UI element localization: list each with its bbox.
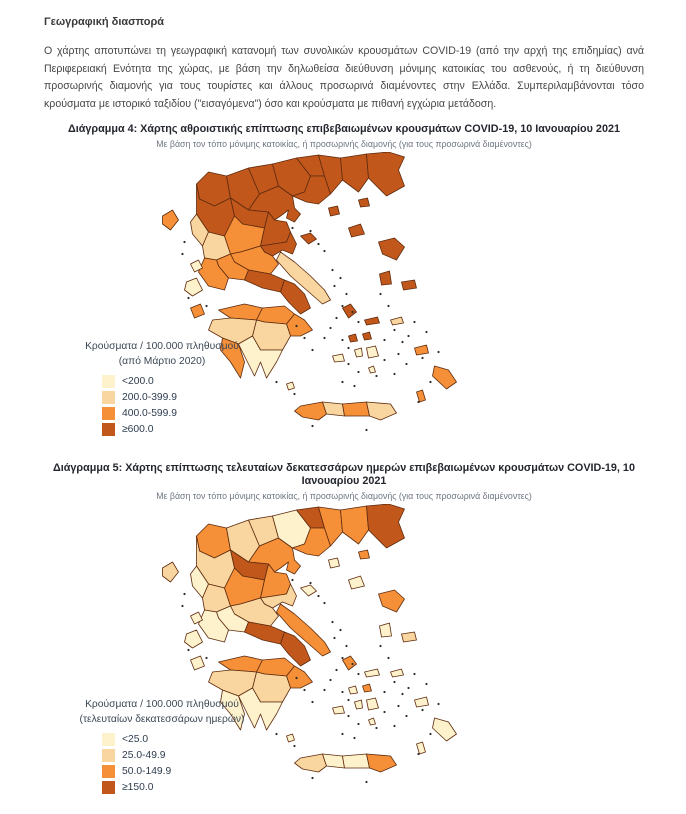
region-boeotia: [245, 622, 285, 644]
islet-speck: [187, 649, 189, 651]
islet-speck: [401, 693, 403, 695]
region-kos: [391, 669, 404, 677]
legend-label: <25.0: [122, 734, 149, 746]
islet-speck: [317, 243, 319, 245]
islet-speck: [365, 429, 367, 431]
islet-speck: [397, 705, 399, 707]
islet-speck: [329, 327, 331, 329]
region-milos: [333, 354, 345, 362]
region-lasithi: [367, 754, 397, 772]
islet-speck: [417, 401, 419, 403]
region-chios: [380, 623, 392, 637]
figure5-title: Διάγραμμα 5: Χάρτης επίπτωσης τελευταίων δεκατεσσάρων ημερών επιβεβαιωμένων κρουσμάτων COVID-19, 10 Ιανουαρίου 2021: [53, 462, 635, 488]
islet-speck: [353, 737, 355, 739]
region-lesvos: [379, 590, 405, 612]
islet-speck: [311, 349, 313, 351]
islet-speck: [397, 353, 399, 355]
islet-speck: [205, 657, 207, 659]
islet-speck: [309, 230, 311, 232]
region-heraklion: [343, 402, 370, 416]
islet-speck: [183, 241, 185, 243]
islet-speck: [347, 699, 349, 701]
figure-5: [44, 462, 644, 808]
region-astypalaia: [415, 697, 429, 707]
islet-speck: [383, 339, 385, 341]
region-ikaria: [365, 669, 380, 677]
region-kos: [391, 317, 404, 325]
islet-speck: [311, 425, 313, 427]
region-mykonos: [363, 332, 372, 340]
legend-label: <200.0: [122, 376, 154, 388]
region-thasos: [329, 558, 340, 568]
legend-title-line2: (τελευταίων δεκατεσσάρων ημερών): [79, 713, 245, 725]
islet-speck: [347, 715, 349, 717]
legend-label: 200.0-399.9: [122, 392, 177, 404]
islet-speck: [375, 727, 377, 729]
region-chios: [380, 271, 392, 285]
region-paros: [355, 700, 363, 709]
islet-speck: [351, 663, 353, 665]
islet-speck: [375, 375, 377, 377]
islet-speck: [413, 321, 415, 323]
islet-speck: [341, 339, 343, 341]
region-samothraki: [359, 550, 370, 559]
region-zakynthos: [191, 656, 205, 670]
islet-speck: [357, 673, 359, 675]
islet-speck: [181, 605, 183, 607]
region-corfu: [163, 562, 179, 582]
figure-4: [44, 123, 644, 456]
islet-speck: [275, 733, 277, 735]
islet-speck: [183, 593, 185, 595]
legend-label: 400.0-599.9: [122, 408, 177, 420]
legend-item: [102, 748, 272, 763]
islet-speck: [341, 305, 343, 307]
legend-label: ≥600.0: [122, 424, 154, 436]
section-heading: Γεωγραφική διασπορά: [44, 16, 165, 28]
islet-speck: [437, 703, 439, 705]
islet-speck: [353, 385, 355, 387]
islet-speck: [437, 351, 439, 353]
legend-title-line1: Κρούσματα / 100.000 πληθυσμού: [85, 699, 239, 711]
islet-speck: [421, 709, 423, 711]
islet-speck: [345, 293, 347, 295]
region-rhodes: [433, 366, 457, 389]
islet-speck: [341, 381, 343, 383]
legend-item: [102, 390, 272, 405]
region-santorini: [369, 366, 376, 373]
region-heraklion: [343, 754, 370, 768]
islet-speck: [365, 781, 367, 783]
region-astypalaia: [415, 345, 429, 355]
region-andros: [343, 304, 357, 318]
region-rodopi: [341, 506, 369, 544]
legend-item: [102, 732, 272, 747]
legend-label: 25.0-49.9: [122, 750, 166, 762]
figure4-map-area: [44, 150, 644, 456]
islet-speck: [341, 733, 343, 735]
region-naxos: [367, 698, 379, 710]
legend-item: [102, 422, 272, 437]
islet-speck: [405, 715, 407, 717]
legend-item: [102, 374, 272, 389]
islet-speck: [393, 329, 395, 331]
islet-speck: [393, 373, 395, 375]
legend-label: 50.0-149.9: [122, 766, 172, 778]
region-kefalonia: [185, 278, 203, 296]
legend-swatch: [102, 391, 115, 404]
islet-speck: [317, 595, 319, 597]
islet-speck: [429, 733, 431, 735]
legend-swatch: [102, 749, 115, 762]
legend-item: [102, 780, 272, 795]
islet-speck: [309, 582, 311, 584]
region-lasithi: [367, 402, 397, 420]
figure4-subtitle: Με βάση τον τόπο μόνιμης κατοικίας, ή προσωρινής διαμονής (για τους προσωρινά διαμένοντες): [156, 139, 532, 150]
islet-speck: [331, 269, 333, 271]
legend-swatch: [102, 733, 115, 746]
region-skiathos-skopelos: [301, 585, 317, 596]
figure5-legend-items: [52, 732, 272, 795]
islet-speck: [291, 579, 293, 581]
islet-speck: [333, 285, 335, 287]
region-rhodes: [433, 718, 457, 741]
islet-speck: [357, 723, 359, 725]
legend-swatch: [102, 765, 115, 778]
islet-speck: [387, 657, 389, 659]
legend-label: ≥150.0: [122, 782, 154, 794]
islet-speck: [357, 321, 359, 323]
region-ikaria: [365, 317, 380, 325]
islet-speck: [393, 681, 395, 683]
islet-speck: [347, 363, 349, 365]
islet-speck: [311, 777, 313, 779]
region-zakynthos: [191, 304, 205, 318]
islet-speck: [295, 677, 297, 679]
islet-speck: [425, 331, 427, 333]
region-syros: [349, 686, 358, 694]
islet-speck: [421, 357, 423, 359]
intro-paragraph: Ο χάρτης αποτυπώνει τη γεωγραφική κατανομή των συνολικών κρουσμάτων COVID-19 (από την αρχή της επιδημίας) ανά Περιφερειακή Ενότητα της χώρας, με βάση την δηλωθείσα διεύθυνση μόνιμης κατοικίας του ασθενούς, ή τη διεύθυνση προσωρινής διαμονής για τους τουρίστες και άλλους προσωρινά διαμένοντες στην Ελλάδα. Συμπεριλαμβάνονται τόσο κρούσματα με ιστορικό ταξιδίου ("εισαγόμενα") όσο και κρούσματα με πιθανή εγχώρια μετάδοση.: [44, 45, 644, 110]
region-santorini: [369, 718, 376, 725]
islet-speck: [407, 335, 409, 337]
figure5-legend: [52, 698, 272, 796]
legend-swatch: [102, 407, 115, 420]
islet-speck: [323, 689, 325, 691]
region-chania: [295, 402, 327, 420]
region-paros: [355, 348, 363, 357]
region-milos: [333, 706, 345, 714]
region-limnos: [349, 224, 365, 237]
islet-speck: [333, 637, 335, 639]
legend-swatch: [102, 375, 115, 388]
figure4-legend-items: [52, 374, 272, 437]
region-corfu: [163, 210, 179, 230]
islet-speck: [429, 381, 431, 383]
islet-speck: [187, 297, 189, 299]
islet-speck: [383, 359, 385, 361]
figure4-legend: [52, 340, 272, 438]
legend-title-line1: Κρούσματα / 100.000 πληθυσμού: [85, 341, 239, 353]
islet-speck: [293, 745, 295, 747]
islet-speck: [425, 683, 427, 685]
region-kefalonia: [185, 630, 203, 648]
region-achaia: [219, 304, 263, 320]
islet-speck: [275, 381, 277, 383]
region-syros: [349, 334, 358, 342]
islet-speck: [329, 679, 331, 681]
islet-speck: [323, 337, 325, 339]
figure5-subtitle: Με βάση τον τόπο μόνιμης κατοικίας, ή προσωρινής διαμονής (για τους προσωρινά διαμένοντες): [156, 491, 532, 502]
islet-speck: [205, 305, 207, 307]
region-achaia: [219, 656, 263, 672]
region-lesvos: [379, 238, 405, 260]
islet-speck: [291, 227, 293, 229]
region-evros: [367, 152, 405, 196]
legend-swatch: [102, 781, 115, 794]
region-karpathos: [417, 742, 426, 754]
islet-speck: [407, 687, 409, 689]
figure5-map-area: [44, 502, 644, 808]
islet-speck: [401, 341, 403, 343]
region-samos: [402, 632, 417, 642]
islet-speck: [323, 250, 325, 252]
islet-speck: [341, 691, 343, 693]
legend-title-line2: (από Μάρτιο 2020): [118, 355, 206, 367]
region-evros: [367, 504, 405, 548]
region-samothraki: [359, 198, 370, 207]
legend-item: [102, 406, 272, 421]
region-samos: [402, 280, 417, 290]
islet-speck: [379, 645, 381, 647]
islet-speck: [303, 689, 305, 691]
islet-speck: [413, 673, 415, 675]
region-naxos: [367, 346, 379, 358]
region-boeotia: [245, 270, 285, 292]
islet-speck: [405, 363, 407, 365]
islet-speck: [335, 669, 337, 671]
islet-speck: [323, 602, 325, 604]
region-limnos: [349, 576, 365, 589]
islet-speck: [383, 691, 385, 693]
islet-speck: [387, 305, 389, 307]
region-skiathos-skopelos: [301, 233, 317, 244]
region-chania: [295, 754, 327, 772]
islet-speck: [331, 621, 333, 623]
islet-speck: [295, 325, 297, 327]
region-kythira: [287, 382, 295, 390]
region-thasos: [329, 206, 340, 216]
region-andros: [343, 656, 357, 670]
islet-speck: [417, 753, 419, 755]
islet-speck: [311, 701, 313, 703]
region-karpathos: [417, 390, 426, 402]
islet-speck: [341, 657, 343, 659]
region-kythira: [287, 734, 295, 742]
islet-speck: [345, 645, 347, 647]
islet-speck: [339, 629, 341, 631]
legend-swatch: [102, 423, 115, 436]
islet-speck: [347, 347, 349, 349]
islet-speck: [293, 393, 295, 395]
figure4-title: Διάγραμμα 4: Χάρτης αθροιστικής επίπτωσης επιβεβαιωμένων κρουσμάτων COVID-19, 10 Ιανουαρίου 2021: [68, 123, 620, 136]
islet-speck: [379, 293, 381, 295]
islet-speck: [335, 317, 337, 319]
islet-speck: [181, 253, 183, 255]
islet-speck: [303, 337, 305, 339]
region-mykonos: [363, 684, 372, 692]
islet-speck: [383, 711, 385, 713]
islet-speck: [339, 277, 341, 279]
islet-speck: [393, 725, 395, 727]
islet-speck: [351, 311, 353, 313]
region-rodopi: [341, 154, 369, 192]
islet-speck: [357, 371, 359, 373]
